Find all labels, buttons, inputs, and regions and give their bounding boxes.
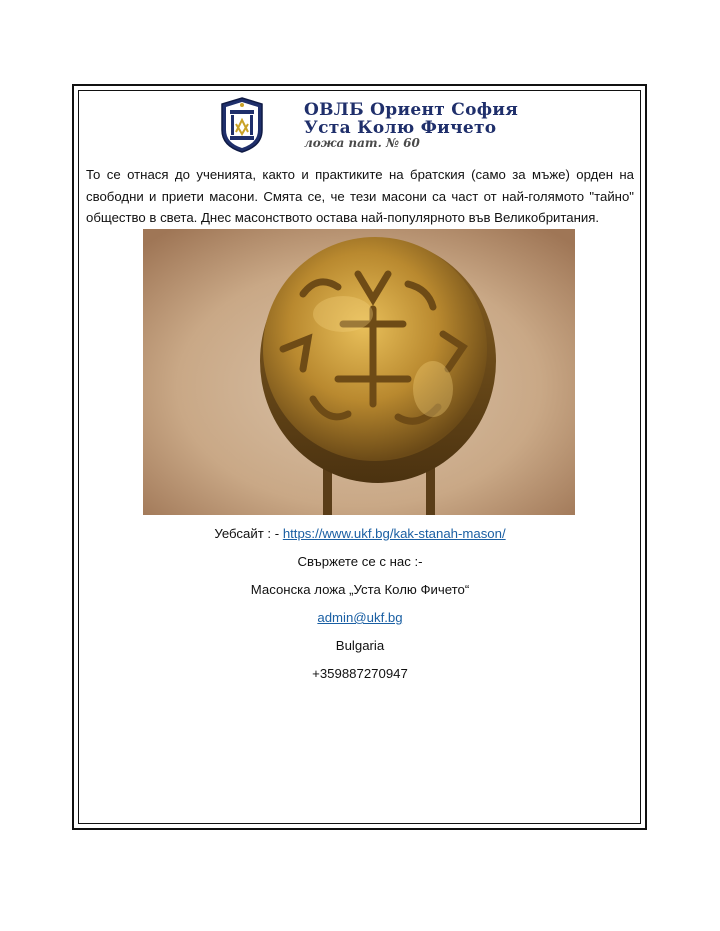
email-line (86, 610, 634, 625)
website-link[interactable]: https://www.ukf.bg/kak-stanah-mason/ (282, 526, 506, 541)
logo-title: ОВЛБ Ориент София (304, 100, 519, 120)
lodge-name-text: Масонска ложа „Уста Колю Фичето“ (250, 582, 470, 597)
bronze-seal-photo (143, 229, 575, 515)
phone-text: +359887270947 (312, 666, 408, 681)
website-label: Уебсайт : - (214, 526, 283, 541)
logo-lodge-number: ложа пат. № 60 (304, 136, 420, 150)
intro-paragraph: То се отнася до учениятa, както и практиките на братския (само за мъже) орден на свободни и приети масони. Смята се, че тези масони са част от най-голямото "тайно" общество в света. Днес масонството остава най-популярното във Великобритания. (86, 167, 634, 225)
website-line (86, 526, 634, 541)
header-logo (218, 96, 519, 154)
lodge-crest-icon (218, 96, 266, 154)
contact-us-text: Свържете се с нас :- (297, 554, 423, 569)
email-link[interactable]: admin@ukf.bg (317, 610, 403, 625)
country-text: Bulgaria (335, 638, 385, 653)
logo-subtitle: Уста Колю Фичето (304, 118, 497, 138)
